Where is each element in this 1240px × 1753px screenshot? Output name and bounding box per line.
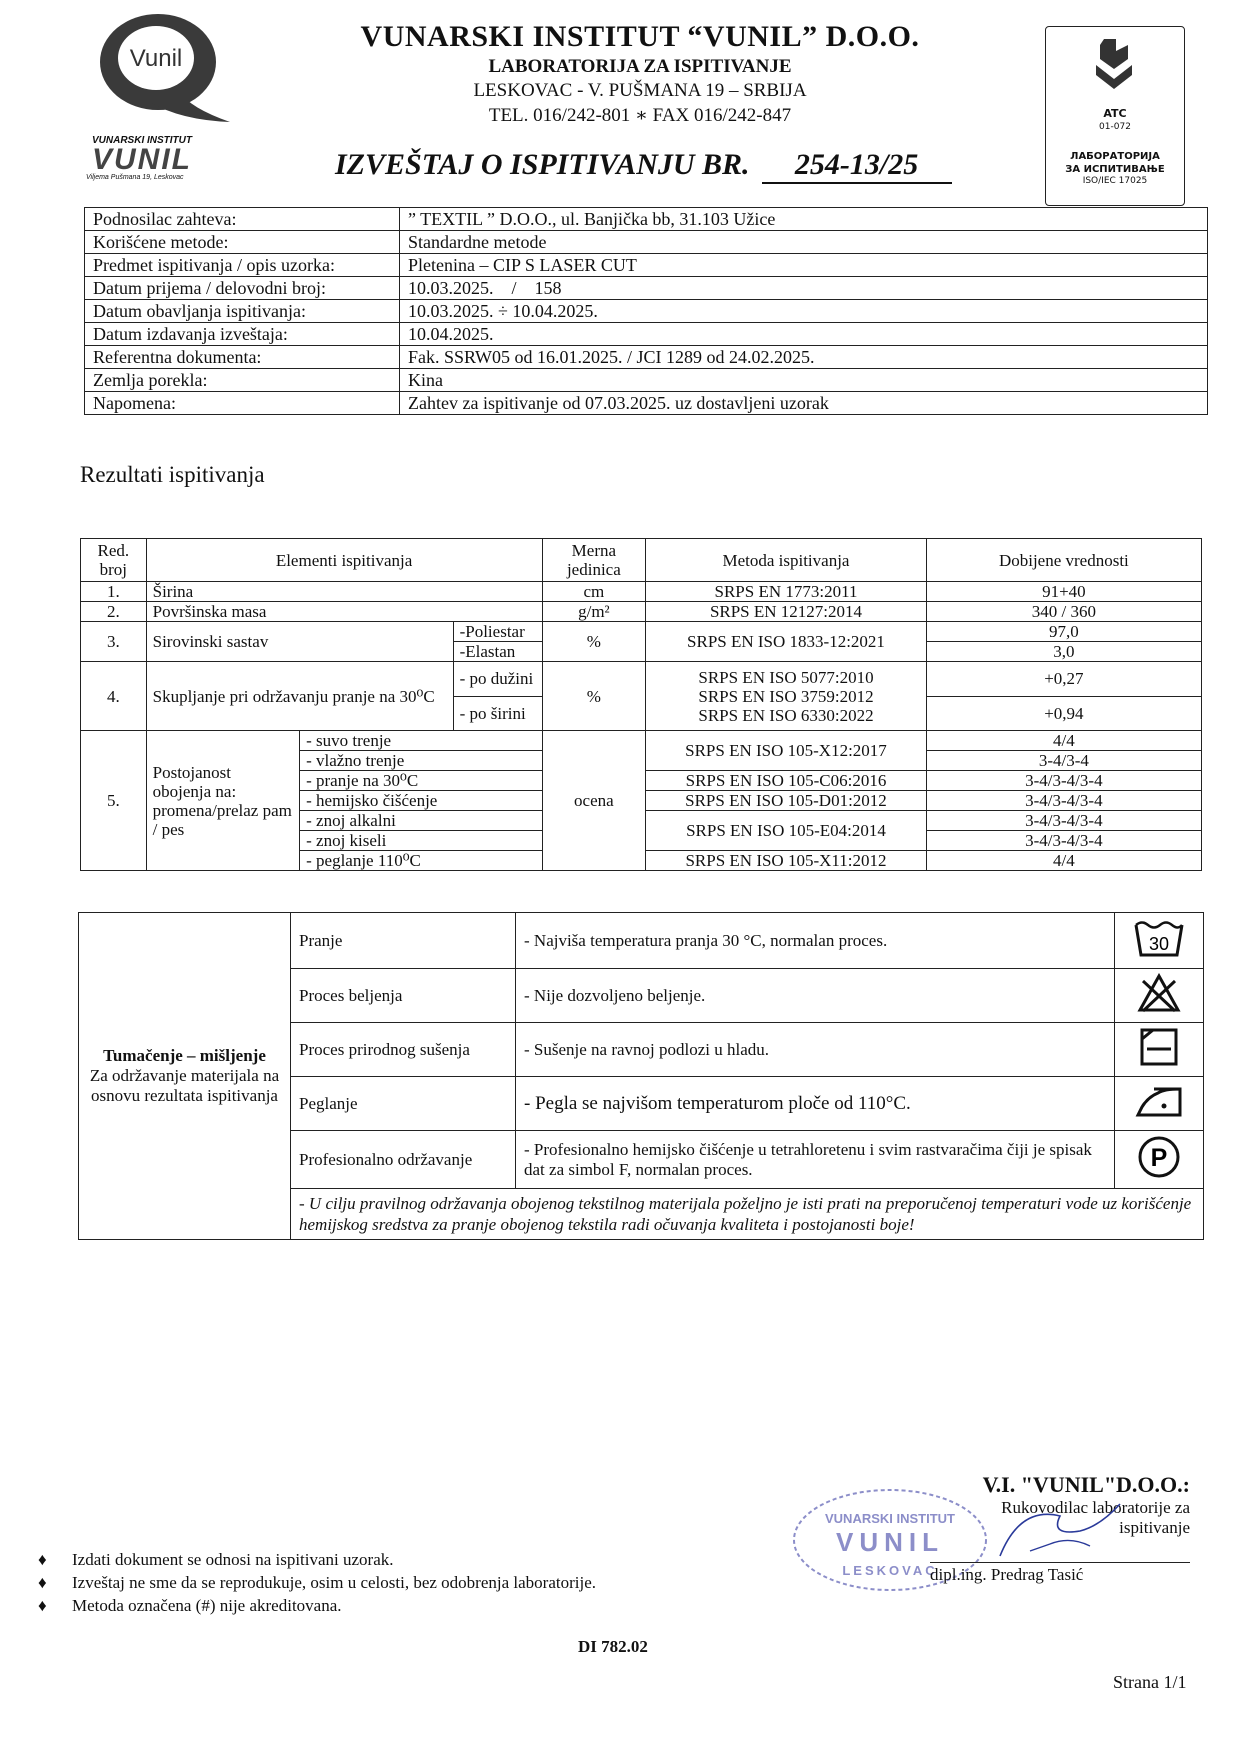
report-number: 254-13/25	[762, 148, 952, 184]
row-unit: cm	[542, 582, 646, 602]
diamond-bullet-icon: ♦	[38, 1573, 47, 1592]
dry-flat-shade-icon	[1139, 1027, 1179, 1067]
stamp-line-1: VUNARSKI INSTITUT	[825, 1511, 955, 1526]
care-label: Peglanje	[291, 1077, 516, 1131]
care-label: Proces prirodnog sušenja	[291, 1023, 516, 1077]
row-element: Postojanost obojenja na: promena/prelaz pam / pes	[146, 731, 299, 871]
row-method: SRPS EN ISO 105-C06:2016	[646, 771, 927, 791]
info-row	[85, 300, 1208, 323]
row-sub: - peglanje 110⁰C	[300, 851, 542, 871]
row-no: 5.	[81, 731, 147, 871]
request-info-table	[84, 207, 1208, 415]
table-row	[81, 662, 1202, 697]
info-value: Pletenina – CIP S LASER CUT	[400, 254, 1208, 277]
row-no: 2.	[81, 602, 147, 622]
institute-header	[290, 20, 990, 127]
row-sub: - pranje na 30⁰C	[300, 771, 542, 791]
results-title: Rezultati ispitivanja	[80, 462, 265, 487]
institute-phone: TEL. 016/242-801 ∗ FAX 016/242-847	[488, 105, 792, 126]
row-sub: - znoj kiseli	[300, 831, 542, 851]
atc-line-3: ISO/IEC 17025	[1082, 176, 1148, 186]
info-row	[85, 392, 1208, 415]
info-label: Predmet ispitivanja / opis uzorka:	[85, 254, 400, 277]
row-sub: -Elastan	[453, 642, 542, 662]
footer-notes	[38, 1548, 596, 1617]
document-id: DI 782.02	[578, 1637, 648, 1656]
interpretation-label	[79, 913, 291, 1240]
row-unit: g/m²	[542, 602, 646, 622]
page-number: Strana 1/1	[1113, 1672, 1187, 1692]
signature-block	[930, 1472, 1190, 1585]
interpretation-table	[78, 912, 1204, 1240]
row-value: 3-4/3-4/3-4	[926, 791, 1201, 811]
atc-label: ATC	[1103, 107, 1127, 120]
care-note: - U cilju pravilnog održavanja obojenog tekstilnog materijala poželjno je isti prati na preporučenoj temperaturi vode uz korišćenje hemijskog sredstva za pranje obojenog tekstila radi očuvanja kvaliteta i postojanosti boje!	[291, 1189, 1204, 1240]
wash-temp: 30	[1148, 934, 1170, 954]
info-label: Datum prijema / delovodni broj:	[85, 277, 400, 300]
row-element: Sirovinski sastav	[146, 622, 453, 662]
signature-company: V.I. "VUNIL"D.O.O.:	[982, 1472, 1190, 1497]
report-title-label: IZVEŠTAJ O ISPITIVANJU BR.	[335, 148, 750, 181]
row-method: SRPS EN ISO 105-E04:2014	[646, 811, 927, 851]
interp-row	[79, 913, 1204, 969]
results-header-row	[81, 539, 1202, 582]
info-value: Zahtev za ispitivanje od 07.03.2025. uz dostavljeni uzorak	[400, 392, 1208, 415]
info-row	[85, 346, 1208, 369]
info-row	[85, 277, 1208, 300]
row-sub: -Poliestar	[453, 622, 542, 642]
info-row	[85, 208, 1208, 231]
row-value: 340 / 360	[926, 602, 1201, 622]
row-sub: - po širini	[453, 696, 542, 731]
row-value: 97,0	[926, 622, 1201, 642]
care-text: - Nije dozvoljeno beljenje.	[516, 969, 1115, 1023]
row-value: +0,94	[926, 696, 1201, 731]
care-symbol	[1115, 1023, 1204, 1077]
professional-cleaning-letter: P	[1150, 1144, 1168, 1172]
row-value: 91+40	[926, 582, 1201, 602]
row-method: SRPS EN ISO 1833-12:2021	[646, 622, 927, 662]
info-label: Datum obavljanja ispitivanja:	[85, 300, 400, 323]
care-text: - Najviša temperatura pranja 30 °C, normalan proces.	[516, 913, 1115, 969]
row-method: SRPS EN 12127:2014	[646, 602, 927, 622]
header-no: Red. broj	[81, 539, 147, 582]
info-value: 10.03.2025. ÷ 10.04.2025.	[400, 300, 1208, 323]
laboratory-name: LABORATORIJA ZA ISPITIVANJE	[488, 56, 792, 77]
logo-caption-1: VUNARSKI INSTITUT	[92, 135, 192, 146]
info-label: Referentna dokumenta:	[85, 346, 400, 369]
list-item	[38, 1571, 596, 1594]
care-symbol	[1115, 913, 1204, 969]
method-line: SRPS EN ISO 5077:2010	[698, 667, 874, 687]
list-item	[38, 1548, 596, 1571]
row-method: SRPS EN ISO 105-D01:2012	[646, 791, 927, 811]
no-bleach-icon	[1137, 973, 1181, 1013]
row-sub: - znoj alkalni	[300, 811, 542, 831]
info-value: Fak. SSRW05 od 16.01.2025. / JCI 1289 od 24.02.2025.	[400, 346, 1208, 369]
iron-one-dot-icon	[1134, 1081, 1184, 1121]
row-value: 3-4/3-4/3-4	[926, 771, 1201, 791]
row-sub: - hemijsko čišćenje	[300, 791, 542, 811]
results-table	[80, 538, 1202, 871]
care-label: Proces beljenja	[291, 969, 516, 1023]
header-method: Metoda ispitivanja	[646, 539, 927, 582]
institute-logo	[80, 10, 240, 181]
atc-logo-icon	[1090, 35, 1140, 101]
table-row	[81, 622, 1202, 642]
row-method	[646, 662, 927, 731]
footer-note: Metoda označena (#) nije akreditovana.	[72, 1596, 342, 1615]
wash-30-icon	[1132, 917, 1186, 959]
care-symbol	[1115, 1131, 1204, 1189]
row-sub: - po dužini	[453, 662, 542, 697]
info-value: 10.03.2025. / 158	[400, 277, 1208, 300]
interpretation-subtitle: Za održavanje materijala na osnovu rezultata ispitivanja	[89, 1066, 280, 1105]
care-label: Pranje	[291, 913, 516, 969]
atc-code: 01-072	[1099, 122, 1131, 132]
row-element: Širina	[146, 582, 542, 602]
care-text: - Profesionalno hemijsko čišćenje u tetrahloretenu i svim rastvaračima čiji je spisak dat za simbol F, normalan proces.	[516, 1131, 1115, 1189]
table-row	[81, 602, 1202, 622]
header-value: Dobijene vrednosti	[926, 539, 1201, 582]
footer-note: Izveštaj ne sme da se reprodukuje, osim u celosti, bez odobrenja laboratorije.	[72, 1573, 596, 1592]
info-row	[85, 369, 1208, 392]
info-label: Korišćene metode:	[85, 231, 400, 254]
interpretation-title: Tumačenje – mišljenje	[103, 1046, 266, 1065]
row-method: SRPS EN 1773:2011	[646, 582, 927, 602]
care-symbol	[1115, 969, 1204, 1023]
row-value: 3-4/3-4/3-4	[926, 831, 1201, 851]
info-row	[85, 231, 1208, 254]
row-no: 1.	[81, 582, 147, 602]
header-unit: Merna jedinica	[542, 539, 646, 582]
list-item	[38, 1594, 596, 1617]
info-label: Podnosilac zahteva:	[85, 208, 400, 231]
stamp-line-3: LESKOVAC	[842, 1563, 938, 1578]
signature-role: Rukovodilac laboratorije za ispitivanje	[1001, 1498, 1190, 1537]
info-value: ” TEXTIL ” D.O.O., ul. Banjička bb, 31.103 Užice	[400, 208, 1208, 231]
row-unit: ocena	[542, 731, 646, 871]
care-text: - Sušenje na ravnoj podlozi u hladu.	[516, 1023, 1115, 1077]
row-value: 4/4	[926, 851, 1201, 871]
method-line: SRPS EN ISO 6330:2022	[698, 705, 874, 725]
info-value: 10.04.2025.	[400, 323, 1208, 346]
info-value: Standardne metode	[400, 231, 1208, 254]
row-value: 3-4/3-4	[926, 751, 1201, 771]
vunil-q-logo-icon	[80, 10, 240, 130]
table-row	[81, 731, 1202, 751]
stamp-line-2: VUNIL	[836, 1527, 944, 1557]
row-value: 4/4	[926, 731, 1201, 751]
care-text: - Pegla se najvišom temperaturom ploče od 110°C.	[516, 1077, 1115, 1131]
info-label: Napomena:	[85, 392, 400, 415]
atc-line-2: ЗА ИСПИТИВАЊЕ	[1065, 164, 1165, 175]
atc-line-1: ЛАБОРАТОРИЈА	[1070, 151, 1160, 162]
footer-note: Izdati dokument se odnosi na ispitivani uzorak.	[72, 1550, 394, 1569]
row-element: Površinska masa	[146, 602, 542, 622]
institute-address: LESKOVAC - V. PUŠMANA 19 – SRBIJA	[473, 80, 807, 101]
row-value: 3,0	[926, 642, 1201, 662]
report-title	[335, 148, 952, 184]
row-unit: %	[542, 662, 646, 731]
row-method: SRPS EN ISO 105-X11:2012	[646, 851, 927, 871]
diamond-bullet-icon: ♦	[38, 1550, 47, 1569]
accreditation-badge	[1045, 26, 1185, 206]
row-value: +0,27	[926, 662, 1201, 697]
info-label: Datum izdavanja izveštaja:	[85, 323, 400, 346]
method-line: SRPS EN ISO 3759:2012	[698, 686, 874, 706]
care-label: Profesionalno održavanje	[291, 1131, 516, 1189]
professional-cleaning-p-icon	[1137, 1135, 1181, 1179]
info-label: Zemlja porekla:	[85, 369, 400, 392]
row-value: 3-4/3-4/3-4	[926, 811, 1201, 831]
row-sub: - suvo trenje	[300, 731, 542, 751]
row-unit: %	[542, 622, 646, 662]
info-row	[85, 254, 1208, 277]
logo-caption-3: Viljema Pušmana 19, Leskovac	[86, 174, 184, 181]
row-method: SRPS EN ISO 105-X12:2017	[646, 731, 927, 771]
handwritten-signature	[990, 1496, 1130, 1566]
institute-name: VUNARSKI INSTITUT “VUNIL” D.O.O.	[360, 20, 920, 53]
row-no: 3.	[81, 622, 147, 662]
signature-name: dipl.ing. Predrag Tasić	[930, 1562, 1190, 1585]
care-symbol	[1115, 1077, 1204, 1131]
row-sub: - vlažno trenje	[300, 751, 542, 771]
info-value: Kina	[400, 369, 1208, 392]
table-row	[81, 582, 1202, 602]
row-no: 4.	[81, 662, 147, 731]
info-row	[85, 323, 1208, 346]
diamond-bullet-icon: ♦	[38, 1596, 47, 1615]
logo-caption-2: VUNIL	[92, 143, 192, 176]
header-element: Elementi ispitivanja	[146, 539, 542, 582]
logo-text: Vunil	[129, 45, 183, 72]
row-element: Skupljanje pri održavanju pranje na 30⁰C	[146, 662, 453, 731]
